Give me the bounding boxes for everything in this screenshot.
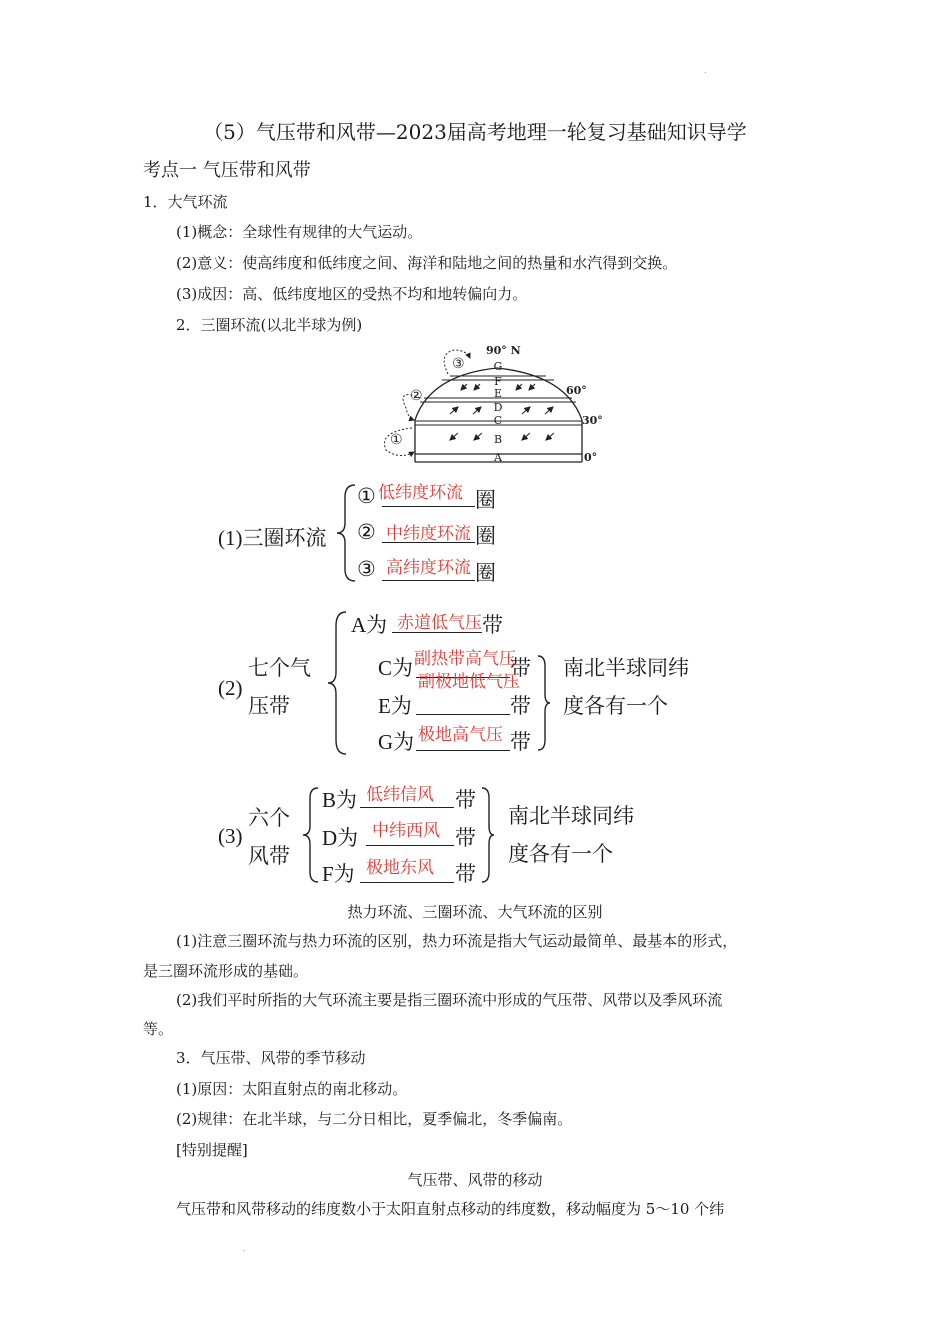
q2-rowG-suffix: 带 — [510, 730, 531, 754]
q2-rowE-prefix: E为 — [378, 694, 412, 718]
distinction-p2b: 等。 — [143, 1020, 174, 1038]
q3-rowF-prefix: F为 — [322, 862, 355, 886]
q1-row1-blank — [382, 506, 475, 507]
q1-label: (1)三圈环流 — [218, 526, 327, 550]
distinction-caption: 热力环流、三圈环流、大气环流的区别 — [347, 903, 603, 921]
q1-row2-num: ② — [357, 520, 376, 544]
q1-row3-answer: 高纬度环流 — [386, 558, 471, 578]
q2-rowA-prefix: A为 — [351, 613, 388, 637]
scan-dot: . — [704, 66, 707, 75]
q2-brace — [326, 610, 348, 756]
q2-label-line2: 压带 — [248, 694, 290, 718]
q3-note-line1: 南北半球同纬 — [508, 804, 634, 828]
wind-arrow — [461, 384, 467, 390]
s1-cause: (3)成因：高、低纬度地区的受热不均和地转偏向力。 — [176, 285, 528, 303]
letter-G: G — [493, 360, 503, 373]
wind-arrow — [522, 433, 530, 440]
s2-heading: 2．三圈环流(以北半球为例) — [176, 316, 363, 334]
q3-rowD-prefix: D为 — [322, 826, 359, 850]
q2-rowG-prefix: G为 — [378, 730, 415, 754]
q2-label-line1: 七个气 — [248, 656, 311, 680]
wind-arrow — [529, 384, 535, 390]
q1-row3-num: ③ — [357, 557, 376, 581]
q3-brace — [300, 786, 320, 884]
wind-arrow — [545, 407, 553, 414]
letter-D: D — [493, 401, 503, 414]
q2-rowE-suffix: 带 — [510, 694, 531, 718]
q2-rowG-blank — [416, 750, 510, 751]
letter-C: C — [493, 414, 503, 427]
q2-note-line2: 度各有一个 — [563, 694, 668, 718]
q1-row2-blank — [382, 542, 475, 543]
q3-rowD-suffix: 带 — [455, 826, 476, 850]
three-cell-diagram — [370, 340, 610, 468]
wind-arrow — [474, 384, 480, 390]
special-tip: [特别提醒] — [176, 1141, 248, 1159]
q2-rowA-answer: 赤道低气压 — [397, 613, 482, 633]
q2-rowC-prefix: C为 — [378, 656, 414, 680]
s1-concept: (1)概念：全球性有规律的大气运动。 — [176, 223, 423, 241]
wind-arrow — [474, 433, 482, 440]
s3-heading: 3．气压带、风带的季节移动 — [176, 1049, 366, 1067]
s1-meaning: (2)意义：使高纬度和低纬度之间、海洋和陆地之间的热量和水汽得到交换。 — [176, 254, 678, 272]
section-heading: 考点一 气压带和风带 — [143, 160, 311, 181]
q2-right-brace — [536, 654, 552, 752]
q1-row1-answer: 低纬度环流 — [378, 483, 463, 503]
q3-label-num: (3) — [218, 824, 243, 848]
wind-arrow — [522, 407, 530, 414]
q2-rowE-blank — [416, 714, 510, 715]
q3-rowD-blank — [366, 845, 454, 846]
q1-row3-suffix: 圈 — [475, 561, 496, 585]
cell-1: ① — [390, 432, 403, 448]
q1-row2-answer: 中纬度环流 — [386, 524, 471, 544]
distinction-p1a: (1)注意三圈环流与热力环流的区别，热力环流是指大气运动最简单、最基本的形式， — [176, 932, 738, 950]
q3-rowB-prefix: B为 — [322, 788, 358, 812]
s3-cause: (1)原因：太阳直射点的南北移动。 — [176, 1080, 408, 1098]
letter-B: B — [493, 433, 503, 446]
cell-3: ③ — [452, 356, 465, 372]
q2-rowG-answer: 极地高气压 — [418, 725, 503, 745]
scan-dot: . — [243, 1244, 246, 1253]
q3-rowF-answer: 极地东风 — [366, 858, 434, 878]
letter-F: F — [494, 375, 502, 388]
q2-note-line1: 南北半球同纬 — [563, 656, 689, 680]
q3-rowB-blank — [360, 807, 454, 808]
q1-row2-suffix: 圈 — [475, 524, 496, 548]
movement-text: 气压带和风带移动的纬度数小于太阳直射点移动的纬度数，移动幅度为 5～10 个纬 — [176, 1200, 725, 1218]
q2-rowA-blank — [392, 632, 482, 633]
wind-arrow — [473, 407, 481, 414]
q2-rowE-answer: 副极地低气压 — [418, 672, 520, 692]
q3-rowF-suffix: 带 — [455, 862, 476, 886]
letter-E: E — [493, 387, 503, 400]
wind-arrow — [516, 384, 522, 390]
q3-rowB-suffix: 带 — [455, 788, 476, 812]
q1-row1-suffix: 圈 — [475, 488, 496, 512]
label-0: 0° — [584, 451, 598, 464]
q3-rowF-blank — [360, 882, 454, 883]
s1-heading: 1．大气环流 — [143, 193, 228, 211]
q2-rowC-suffix: 带 — [510, 656, 531, 680]
q3-label-line1: 六个 — [248, 806, 290, 830]
label-60: 60° — [566, 384, 587, 397]
s3-rule: (2)规律：在北半球，与二分日相比，夏季偏北，冬季偏南。 — [176, 1110, 573, 1128]
movement-caption: 气压带、风带的移动 — [407, 1171, 543, 1189]
label-90N: 90° N — [486, 344, 521, 357]
q2-rowA-suffix: 带 — [482, 613, 503, 637]
q1-row1-num: ① — [357, 484, 376, 508]
q1-brace — [335, 483, 357, 583]
label-30: 30° — [582, 414, 603, 427]
q1-row3-blank — [382, 580, 475, 581]
wind-arrow — [546, 433, 554, 440]
q3-note-line2: 度各有一个 — [508, 842, 613, 866]
page-title: （5）气压带和风带—2023届高考地理一轮复习基础知识导学 — [203, 120, 747, 144]
q3-label-line2: 风带 — [248, 844, 290, 868]
q3-rowB-answer: 低纬信风 — [366, 785, 434, 805]
wind-arrow — [450, 407, 458, 414]
wind-arrow — [450, 433, 458, 440]
q3-rowD-answer: 中纬西风 — [372, 821, 440, 841]
q2-rowC-answer: 副热带高气压 — [414, 649, 516, 669]
q3-right-brace — [480, 786, 496, 884]
letter-A: A — [494, 451, 502, 464]
distinction-p1b: 是三圈环流形成的基础。 — [143, 962, 309, 980]
distinction-p2a: (2)我们平时所指的大气环流主要是指三圈环流中形成的气压带、风带以及季风环流 — [176, 991, 723, 1009]
q2-label-num: (2) — [218, 676, 243, 700]
cell-2: ② — [410, 388, 423, 404]
